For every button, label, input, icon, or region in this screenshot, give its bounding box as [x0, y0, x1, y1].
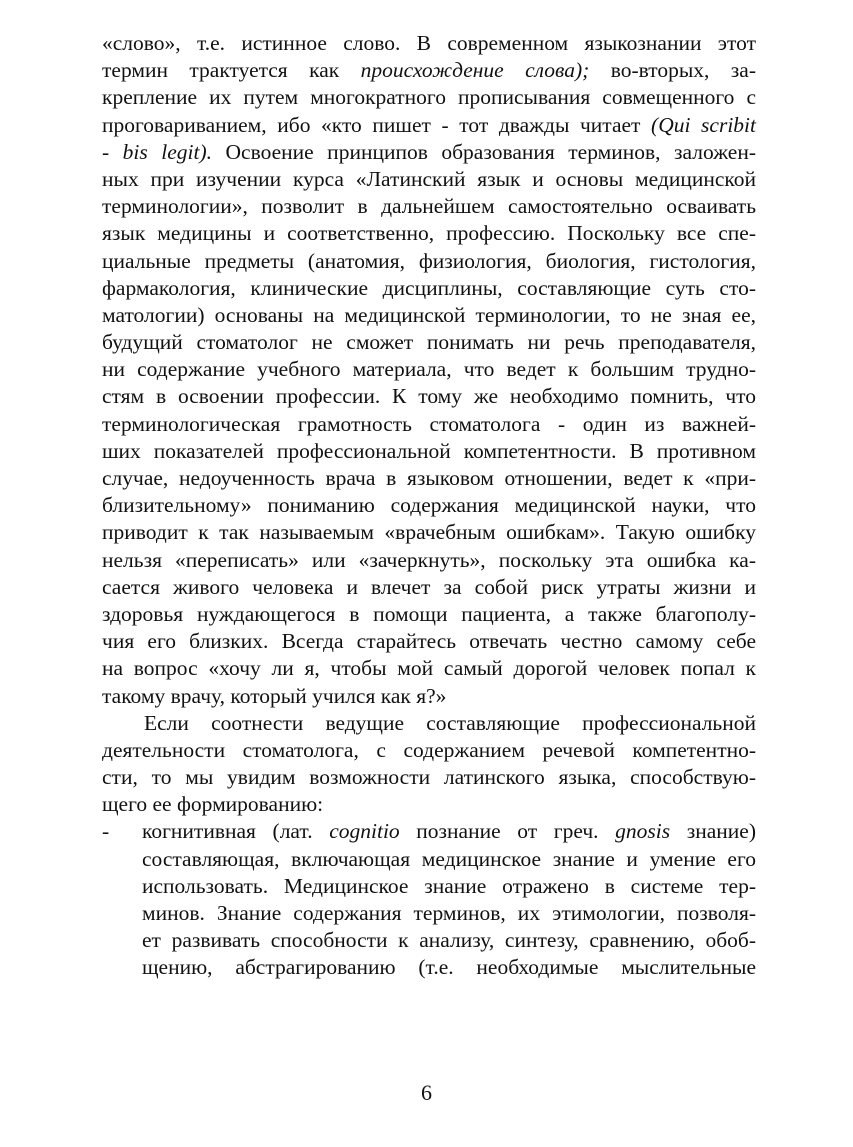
page-number: 6	[421, 1080, 432, 1105]
text-segment: Если соотнести ведущие составляющие профессиональной	[144, 710, 756, 735]
text-line	[102, 846, 756, 873]
text-segment: циальные предметы (анатомия, физиология, биология, гистология,	[102, 248, 756, 273]
text-segment: будущий стоматолог не сможет понимать ни речь преподавателя,	[102, 330, 756, 355]
text-line	[102, 30, 756, 57]
text-segment: проговариванием, ибо «кто пишет - тот дважды читает	[102, 112, 652, 137]
text-line	[102, 193, 756, 220]
text-segment: щению, абстрагированию (т.е. необходимые мыслительные	[142, 955, 756, 980]
text-segment: использовать. Медицинское знание отражено в системе тер-	[142, 873, 756, 898]
text-segment: стям в освоении профессии. К тому же необходимо помнить, что	[102, 384, 756, 409]
text-line	[102, 818, 756, 845]
text-line	[102, 683, 756, 710]
text-segment: чия его близких. Всегда старайтесь отвечать честно самому себе	[102, 629, 756, 654]
text-line	[102, 438, 756, 465]
text-line	[102, 465, 756, 492]
italic-text: cognitio	[329, 819, 400, 844]
text-line	[102, 275, 756, 302]
text-line	[102, 411, 756, 438]
text-segment: составляющая, включающая медицинское знание и умение его	[142, 846, 756, 871]
text-line	[102, 356, 756, 383]
text-line	[102, 547, 756, 574]
text-segment: ет развивать способности к анализу, синтезу, сравнению, обоб-	[142, 928, 756, 953]
text-line	[102, 574, 756, 601]
text-line	[102, 302, 756, 329]
text-segment: приводит к так называемым «врачебным ошибкам». Такую ошибку	[102, 520, 756, 545]
text-segment: такому врачу, который учился как я?»	[102, 683, 447, 708]
text-line	[102, 900, 756, 927]
italic-text: - bis legit).	[102, 139, 212, 164]
text-line	[102, 764, 756, 791]
text-segment: ных при изучении курса «Латинский язык и основы медицинской	[102, 166, 756, 191]
text-segment: деятельности стоматолога, с содержанием речевой компетентно-	[102, 737, 756, 762]
text-segment: фармакология, клинические дисциплины, составляющие суть сто-	[102, 275, 756, 300]
text-segment: здоровья нуждающегося в помощи пациента, а также благополу-	[102, 601, 756, 626]
text-segment: нельзя «переписать» или «зачеркнуть», поскольку эта ошибка ка-	[102, 547, 756, 572]
italic-text: происхождение слова);	[360, 58, 590, 83]
text-segment: знание)	[670, 819, 756, 844]
text-line	[102, 166, 756, 193]
text-line	[102, 737, 756, 764]
text-line	[102, 112, 756, 139]
bullet-marker: -	[102, 819, 110, 844]
text-segment: минов. Знание содержания терминов, их этимологии, позволя-	[142, 901, 756, 925]
text-segment: термин трактуется как	[102, 58, 361, 83]
paragraph	[102, 710, 756, 819]
text-segment: крепление их путем многократного прописывания совмещенного с	[102, 85, 756, 110]
text-line	[102, 248, 756, 275]
text-line	[102, 329, 756, 356]
text-segment: ни содержание учебного материала, что ведет к большим трудно-	[102, 357, 756, 382]
bullet-list-item	[102, 818, 756, 981]
text-line	[102, 954, 756, 981]
text-segment: на вопрос «хочу ли я, чтобы мой самый дорогой человек попал к	[102, 656, 756, 681]
text-line	[102, 601, 756, 628]
text-line	[102, 220, 756, 247]
text-segment: случае, недоученность врача в языковом отношении, ведет к «при-	[102, 466, 756, 490]
italic-text: (Qui scribit	[651, 112, 756, 137]
text-segment: во-вторых, за-	[589, 58, 756, 83]
page-body	[102, 30, 756, 982]
text-line	[102, 791, 756, 818]
text-line	[102, 139, 756, 166]
text-segment: сается живого человека и влечет за собой риск утраты жизни и	[102, 574, 756, 599]
text-segment: матологии) основаны на медицинской терминологии, то не зная ее,	[102, 302, 756, 327]
text-line	[102, 492, 756, 519]
text-segment: щего ее формированию:	[102, 792, 324, 817]
italic-text: gnosis	[615, 819, 671, 844]
text-segment: «слово», т.е. истинное слово. В современном языкознании этот	[102, 31, 756, 55]
text-line	[102, 57, 756, 84]
text-segment: познание от греч.	[399, 819, 616, 844]
text-line	[102, 628, 756, 655]
text-segment: близительному» пониманию содержания медицинской науки, что	[102, 493, 756, 518]
text-line	[102, 84, 756, 111]
text-line	[102, 873, 756, 900]
text-segment: когнитивная (лат.	[142, 819, 330, 844]
text-line	[102, 519, 756, 546]
text-segment: ших показателей профессиональной компетентности. В противном	[102, 438, 756, 463]
text-segment: язык медицины и соответственно, профессию. Поскольку все спе-	[102, 221, 756, 246]
text-line	[102, 383, 756, 410]
text-segment: Освоение принципов образования терминов, заложен-	[212, 139, 756, 164]
text-line	[102, 655, 756, 682]
text-line	[102, 710, 756, 737]
text-line	[102, 927, 756, 954]
text-segment: сти, то мы увидим возможности латинского языка, способствую-	[102, 765, 756, 790]
text-segment: терминологическая грамотность стоматолога - один из важней-	[102, 411, 756, 436]
text-segment: терминологии», позволит в дальнейшем самостоятельно осваивать	[102, 194, 756, 219]
paragraph	[102, 30, 756, 710]
